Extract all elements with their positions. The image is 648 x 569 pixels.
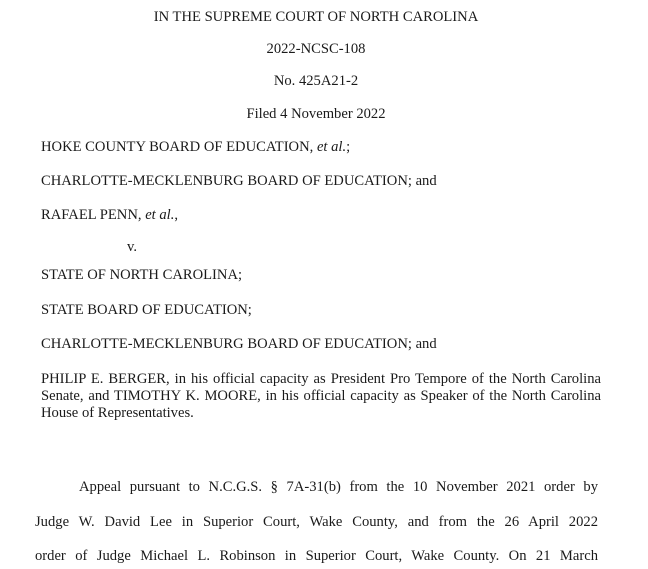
et-al: et al. <box>145 207 175 223</box>
defendant-charlotte-mecklenburg: CHARLOTTE-MECKLENBURG BOARD OF EDUCATION; and <box>41 336 437 352</box>
plaintiff-charlotte-mecklenburg: CHARLOTTE-MECKLENBURG BOARD OF EDUCATION; and <box>41 173 437 189</box>
defendant-state-board: STATE BOARD OF EDUCATION; <box>41 302 252 318</box>
versus-label: v. <box>127 239 137 255</box>
citation-number: 2022-NCSC-108 <box>266 41 366 57</box>
plaintiff-rafael-penn <box>41 207 178 224</box>
et-al: et al. <box>316 139 347 155</box>
court-heading: IN THE SUPREME COURT OF NORTH CAROLINA <box>153 9 479 25</box>
party-name: RAFAEL PENN, <box>41 207 142 223</box>
filed-date: Filed 4 November 2022 <box>246 106 386 122</box>
party-punctuation: , <box>174 207 179 223</box>
party-name: HOKE COUNTY BOARD OF EDUCATION, <box>41 139 314 155</box>
plaintiff-hoke-county <box>41 139 350 156</box>
party-punctuation: ; <box>346 139 351 155</box>
defendant-berger-moore: PHILIP E. BERGER, in his official capacity as President Pro Tempore of the North Carolina Senate, and TIMOTHY K. MOORE, in his official capacity as Speaker of the North Carolina House of Representatives. <box>41 371 601 421</box>
body-line-1: Appeal pursuant to N.C.G.S. § 7A-31(b) from the 10 November 2021 order by <box>79 479 598 495</box>
docket-number: No. 425A21-2 <box>273 73 359 89</box>
body-line-2: Judge W. David Lee in Superior Court, Wake County, and from the 26 April 2022 <box>35 514 598 530</box>
body-line-3: order of Judge Michael L. Robinson in Superior Court, Wake County. On 21 March <box>35 548 598 564</box>
defendant-state: STATE OF NORTH CAROLINA; <box>41 267 243 283</box>
